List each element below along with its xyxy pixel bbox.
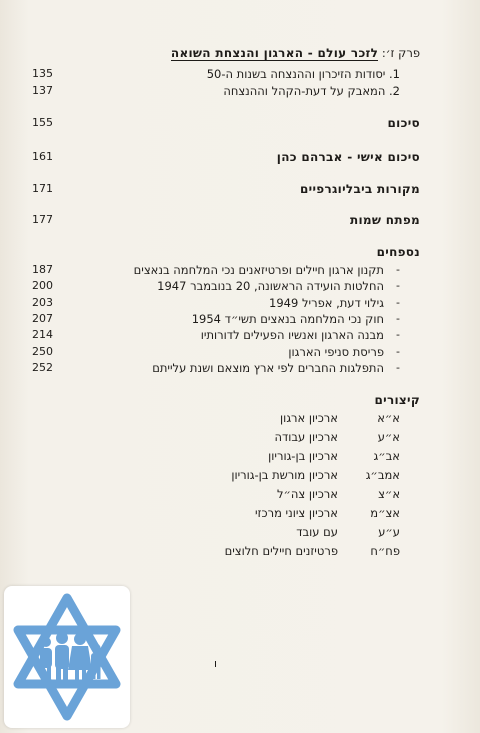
list-dash: - (396, 279, 400, 292)
appendix-item: גילוי דעת, אפריל 1949 (269, 296, 384, 310)
abbreviation-meaning: ארכיון בן-גוריון (268, 449, 338, 463)
abbreviation: אב״ג (373, 449, 400, 463)
toc-page-number: 161 (32, 150, 53, 163)
chapter-heading (171, 46, 420, 60)
toc-page-number: 207 (32, 312, 53, 325)
abbreviation-meaning: ארכיון צה״ל (276, 487, 338, 501)
toc-page-number: 252 (32, 361, 53, 374)
chapter-title: לזכר עולם - הארגון והנצחת השואה (170, 46, 379, 60)
list-dash: - (396, 263, 400, 276)
appendices-heading: נספחים (376, 245, 420, 259)
abbreviation: אצ״מ (370, 506, 400, 520)
abbreviations-heading: קיצורים (374, 393, 420, 407)
list-dash: - (396, 328, 400, 341)
abbreviation: ע״ע (378, 525, 400, 539)
toc-page-number: 177 (32, 213, 53, 226)
toc-page-number: 155 (32, 116, 53, 129)
abbreviation-meaning: ארכיון עבודה (274, 430, 338, 444)
list-dash: - (396, 345, 400, 358)
abbreviation: א״צ (378, 487, 400, 501)
abbreviation-meaning: פרטיזנים חיילים חלוצים (224, 544, 338, 558)
abbreviation-meaning: ארכיון ארגון (280, 411, 338, 425)
abbreviation: א״ע (377, 430, 400, 444)
toc-page-number: 187 (32, 263, 53, 276)
appendix-item: תקנון ארגון חיילים ופרטיזאנים נכי המלחמה בנאצים (133, 263, 384, 277)
list-dash: - (396, 296, 400, 309)
logo-icon (4, 586, 130, 728)
page-number: ו (214, 657, 217, 670)
list-dash: - (396, 361, 400, 374)
star-of-david-family-logo (4, 586, 130, 728)
abbreviation-meaning: ארכיון ציוני מרכזי (254, 506, 338, 520)
toc-page-number: 250 (32, 345, 53, 358)
toc-summary: סיכום (387, 116, 420, 130)
toc-page-number: 200 (32, 279, 53, 292)
toc-page-number: 137 (32, 84, 53, 97)
appendix-item: החלטות הועידה הראשונה, 20 בנובמבר 1947 (157, 279, 384, 293)
abbreviation-meaning: עם עובד (296, 525, 338, 539)
abbreviation: א״א (377, 411, 400, 425)
appendix-item: חוק נכי המלחמה בנאצים תשי״ד 1954 (191, 312, 384, 326)
abbreviation: פח״ח (370, 544, 400, 558)
chapter-label: פרק ז׳: (381, 46, 420, 60)
list-dash: - (396, 312, 400, 325)
toc-item: 1. יסודות הזיכרון וההנצחה בשנות ה-50 (206, 67, 400, 81)
toc-bibliography: מקורות ביבליוגרפיים (299, 182, 420, 196)
toc-page-number: 135 (32, 67, 53, 80)
appendix-item: התפלגות החברים לפי ארץ מוצאם ושנת עלייתם (152, 361, 384, 375)
appendix-item: פריסת סניפי הארגון (288, 345, 384, 359)
toc-page-number: 214 (32, 328, 53, 341)
abbreviation: אמב״ג (365, 468, 400, 482)
toc-index: מפתח שמות (350, 213, 420, 227)
toc-page-number: 171 (32, 182, 53, 195)
toc-item: 2. המאבק על דעת-הקהל וההנצחה (223, 84, 400, 98)
toc-page-number: 203 (32, 296, 53, 309)
appendix-item: מבנה הארגון ואנשיו הפעילים לדורותיו (200, 328, 384, 342)
abbreviation-meaning: ארכיון מורשת בן-גוריון (231, 468, 338, 482)
toc-personal-summary: סיכום אישי - אברהם כהן (276, 150, 420, 164)
